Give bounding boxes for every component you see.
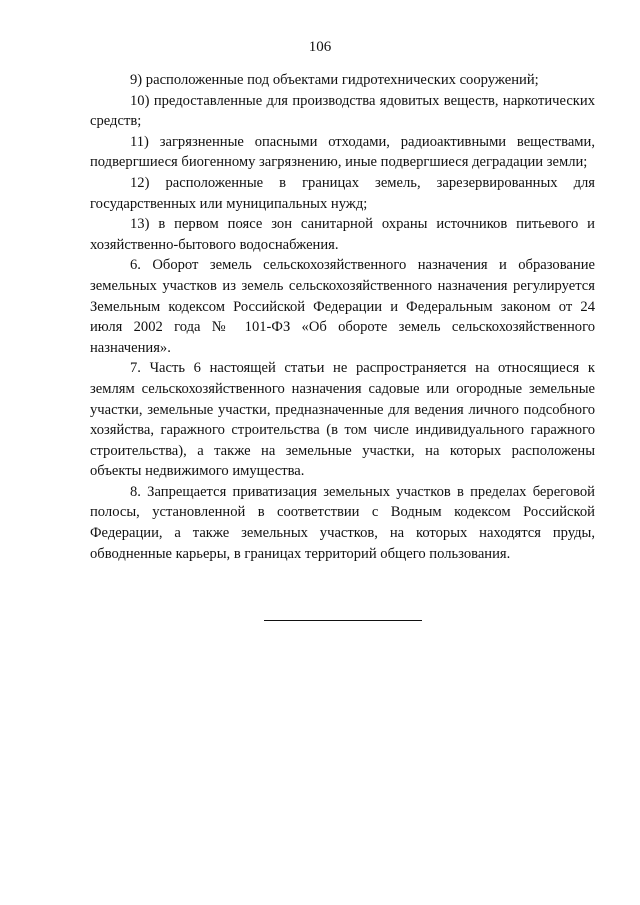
clause-8: 8. Запрещается приватизация земельных участков в пределах береговой полосы, установленной в соответствии с Водным кодексом Российской Федерации, а также земельных участков, на которых находятся пруды, обводненные карьеры, в границах территорий общего пользования. [90,483,595,562]
list-item-9: 9) расположенные под объектами гидротехнических сооружений; [130,72,539,88]
clause-6: 6. Оборот земель сельскохозяйственного назначения и образование земельных участков из земель сельскохозяйственного назначения регулируется Земельным кодексом Российской Федерации и Федеральным законом от 24 июля 2002 года № 101-ФЗ «Об обороте земель сельскохозяйственного назначения». [90,257,595,356]
clause-7: 7. Часть 6 настоящей статьи не распространяется на относящиеся к землям сельскохозяйственного назначения садовые или огородные земельные участки, земельные участки, предназначенные для ведения личного подсобного хозяйства, гаражного строительства (в том числе индивидуального гаражного строительства), а также на земельные участки, на которых расположены объекты недвижимого имущества. [90,360,595,480]
list-item-12: 12) расположенные в границах земель, зарезервированных для государственных или муниципальных нужд; [90,174,595,212]
list-item-10: 10) предоставленные для производства ядовитых веществ, наркотических средств; [90,92,595,130]
end-separator-line [264,620,422,621]
document-body [90,70,595,564]
list-item-13: 13) в первом поясе зон санитарной охраны источников питьевого и хозяйственно-бытового водоснабжения. [90,216,595,253]
page-number: 106 [308,39,332,55]
list-item-11: 11) загрязненные опасными отходами, радиоактивными веществами, подвергшиеся биогенному загрязнению, иные подвергшиеся деградации земли; [90,133,595,171]
